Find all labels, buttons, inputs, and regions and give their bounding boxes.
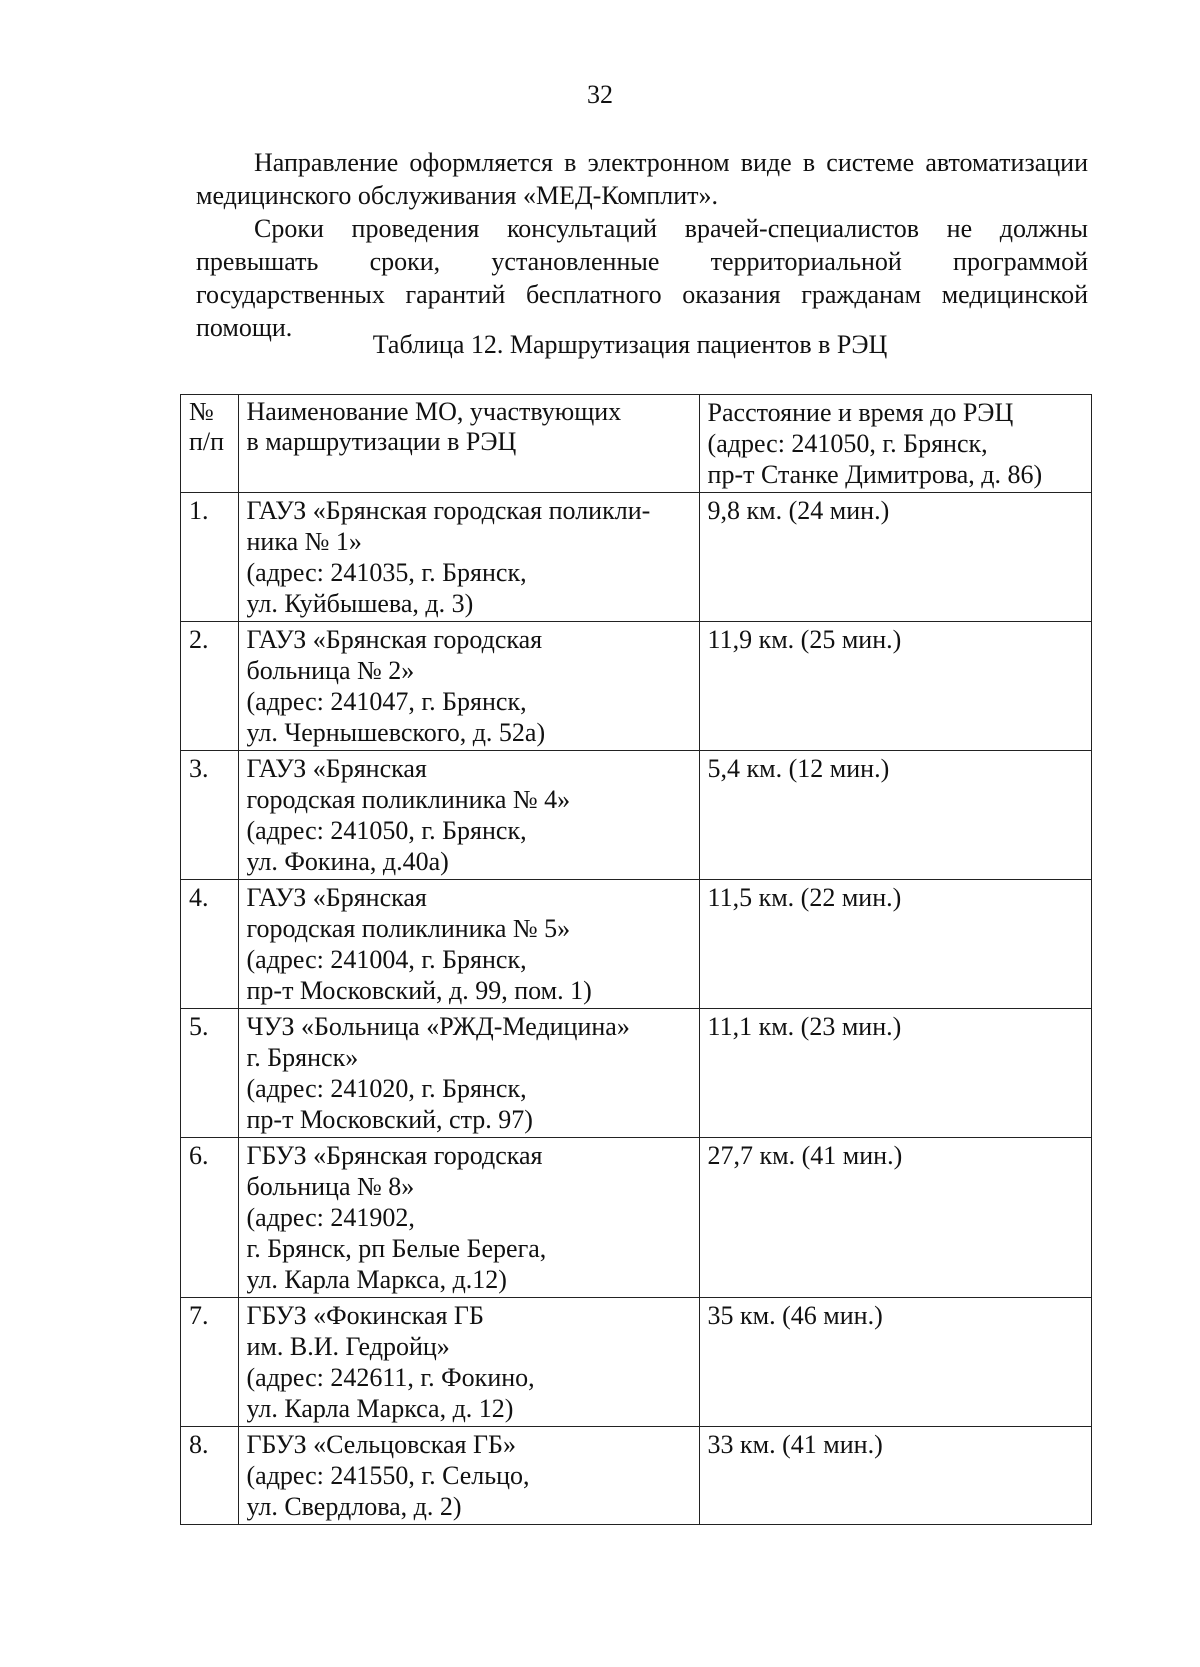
row-name-line: (адрес: 241020, г. Брянск, [246, 1074, 527, 1103]
row-distance: 27,7 км. (41 мин.) [699, 1138, 1091, 1298]
row-num: 2. [181, 622, 239, 751]
header-distance-line: пр-т Станке Димитрова, д. 86) [707, 460, 1043, 489]
row-name-line: ул. Карла Маркса, д. 12) [246, 1394, 514, 1423]
table-caption: Таблица 12. Маршрутизация пациентов в РЭЦ [372, 330, 888, 359]
header-name [238, 395, 699, 493]
header-num-line: п/п [189, 427, 225, 456]
routing-table [180, 394, 1092, 1525]
header-name-line: Наименование МО, участвующих [246, 397, 622, 426]
row-distance: 9,8 км. (24 мин.) [699, 493, 1091, 622]
row-distance: 11,9 км. (25 мин.) [699, 622, 1091, 751]
row-num: 8. [181, 1427, 239, 1525]
table-row [181, 880, 1092, 1009]
row-name-line: городская поликлиника № 4» [246, 785, 571, 814]
table-row [181, 493, 1092, 622]
row-name-line: им. В.И. Гедройц» [246, 1332, 450, 1361]
row-name-line: ГБУЗ «Фокинская ГБ [246, 1301, 484, 1330]
table-row [181, 1298, 1092, 1427]
row-name-line: ГБУЗ «Брянская городская [246, 1141, 543, 1170]
row-distance: 11,5 км. (22 мин.) [699, 880, 1091, 1009]
row-name [238, 493, 699, 622]
header-num-line: № [189, 397, 214, 426]
row-name [238, 880, 699, 1009]
table-row [181, 751, 1092, 880]
header-distance-line: (адрес: 241050, г. Брянск, [707, 429, 988, 458]
row-name-line: ул. Свердлова, д. 2) [246, 1492, 462, 1521]
row-name-line: ул. Куйбышева, д. 3) [246, 589, 474, 618]
row-name [238, 1298, 699, 1427]
row-name-line: г. Брянск» [246, 1043, 359, 1072]
paragraph-consultation-terms: Сроки проведения консультаций врачей-специалистов не должны превышать сроки, установленные территориальной программой государственных гарантий бесплатного оказания гражданам медицинской помощи. [196, 214, 1088, 342]
row-name [238, 1138, 699, 1298]
row-name-line: г. Брянск, рп Белые Берега, [246, 1234, 547, 1263]
row-name-line: (адрес: 241004, г. Брянск, [246, 945, 527, 974]
header-distance [699, 395, 1091, 493]
row-name [238, 1427, 699, 1525]
row-num: 5. [181, 1009, 239, 1138]
row-name-line: (адрес: 241550, г. Сельцо, [246, 1461, 530, 1490]
table-row [181, 1427, 1092, 1525]
table-header-row [181, 395, 1092, 493]
row-distance: 11,1 км. (23 мин.) [699, 1009, 1091, 1138]
row-name-line: ГАУЗ «Брянская [246, 754, 427, 783]
row-name-line: городская поликлиника № 5» [246, 914, 571, 943]
page-number: 32 [587, 80, 613, 109]
row-name-line: пр-т Московский, стр. 97) [246, 1105, 533, 1134]
row-num: 1. [181, 493, 239, 622]
row-name [238, 1009, 699, 1138]
row-name-line: больница № 8» [246, 1172, 415, 1201]
header-name-line: в маршрутизации в РЭЦ [246, 427, 517, 456]
row-name-line: ул. Карла Маркса, д.12) [246, 1265, 507, 1294]
table-row [181, 1009, 1092, 1138]
row-num: 7. [181, 1298, 239, 1427]
row-name-line: ГБУЗ «Сельцовская ГБ» [246, 1430, 516, 1459]
row-name-line: больница № 2» [246, 656, 415, 685]
row-num: 6. [181, 1138, 239, 1298]
paragraph-referral: Направление оформляется в электронном виде в системе автоматизации медицинского обслуживания «МЕД-Комплит». [196, 148, 1088, 210]
table-row [181, 622, 1092, 751]
row-name-line: ника № 1» [246, 527, 362, 556]
row-name [238, 751, 699, 880]
row-num: 4. [181, 880, 239, 1009]
row-name-line: (адрес: 241050, г. Брянск, [246, 816, 527, 845]
row-name-line: (адрес: 242611, г. Фокино, [246, 1363, 535, 1392]
row-name-line: ГАУЗ «Брянская [246, 883, 427, 912]
row-name-line: ГАУЗ «Брянская городская [246, 625, 543, 654]
row-name-line: (адрес: 241035, г. Брянск, [246, 558, 527, 587]
row-name-line: ЧУЗ «Больница «РЖД-Медицина» [246, 1012, 630, 1041]
row-name-line: (адрес: 241902, [246, 1203, 415, 1232]
row-num: 3. [181, 751, 239, 880]
row-name-line: пр-т Московский, д. 99, пом. 1) [246, 976, 592, 1005]
row-distance: 33 км. (41 мин.) [699, 1427, 1091, 1525]
row-distance: 5,4 км. (12 мин.) [699, 751, 1091, 880]
row-name-line: ГАУЗ «Брянская городская поликли- [246, 496, 651, 525]
row-name-line: (адрес: 241047, г. Брянск, [246, 687, 527, 716]
row-name-line: ул. Чернышевского, д. 52а) [246, 718, 546, 747]
header-distance-line: Расстояние и время до РЭЦ [707, 398, 1014, 427]
row-distance: 35 км. (46 мин.) [699, 1298, 1091, 1427]
header-num [181, 395, 239, 493]
table-row [181, 1138, 1092, 1298]
row-name-line: ул. Фокина, д.40а) [246, 847, 449, 876]
row-name [238, 622, 699, 751]
